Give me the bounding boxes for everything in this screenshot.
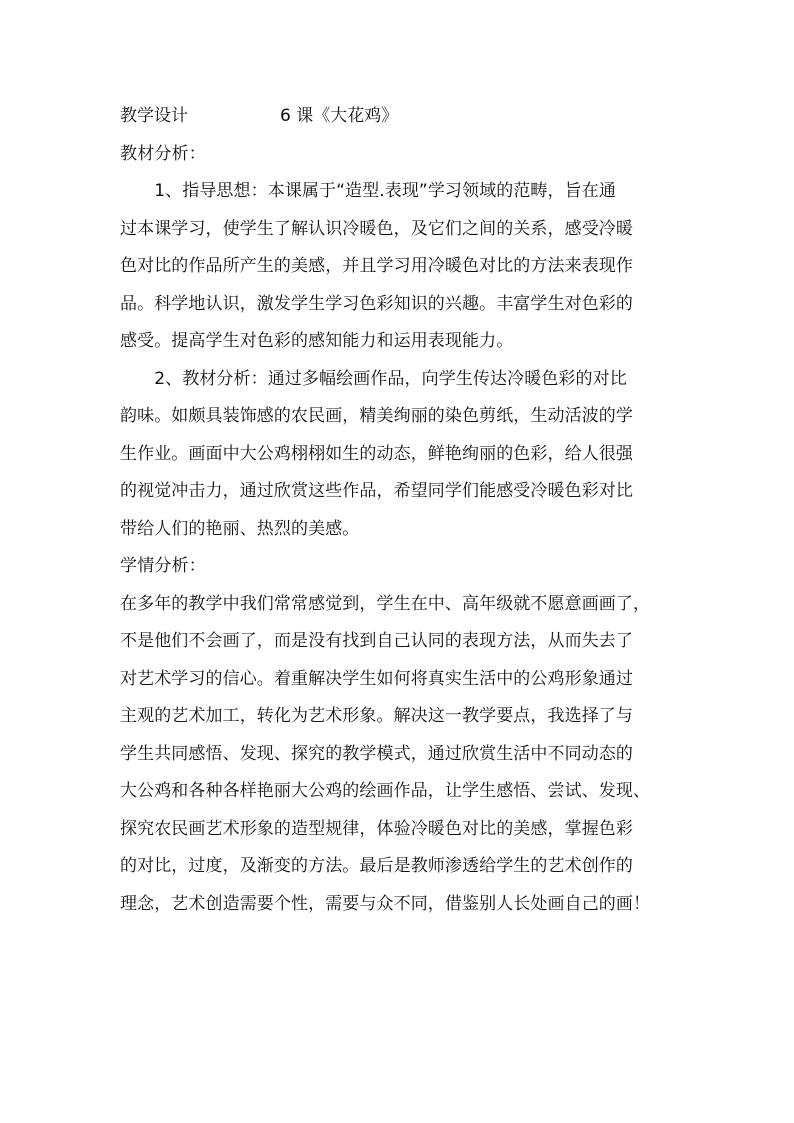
text-line: 不是他们不会画了，而是没有找到自己认同的表现方法，从而失去了 — [120, 631, 633, 651]
text-line: 带给人们的艳丽、热烈的美感。 — [120, 518, 360, 539]
text-line: 在多年的教学中我们常常感觉到，学生在中、高年级就不愿意画画了， — [120, 593, 651, 614]
lesson-title: 6 课《大花鸡》 — [280, 106, 399, 126]
text-line: 的视觉冲击力，通过欣赏这些作品，希望同学们能感受冷暖色彩对比 — [120, 481, 633, 501]
text-line: 的对比，过度，及渐变的方法。最后是教师渗透给学生的艺术创作的 — [120, 856, 633, 876]
section-heading-learner-analysis: 学情分析： — [120, 556, 206, 576]
section-heading-textbook-analysis: 教材分析： — [120, 143, 206, 164]
text-line: 探究农民画艺术形象的造型规律，体验冷暖色对比的美感，掌握色彩 — [120, 818, 633, 839]
text-line: 主观的艺术加工，转化为艺术形象。解决这一教学要点，我选择了与 — [120, 706, 633, 726]
paragraph-guiding-idea — [120, 173, 680, 361]
text-line: 对艺术学习的信心。着重解决学生如何将真实生活中的公鸡形象通过 — [120, 668, 633, 689]
text-line: 过本课学习，使学生了解认识冷暖色，及它们之间的关系，感受冷暖 — [120, 218, 633, 239]
paragraph-learner-analysis — [120, 586, 680, 924]
text-line: 生作业。画面中大公鸡栩栩如生的动态，鲜艳绚丽的色彩，给人很强 — [120, 443, 633, 464]
document-label: 教学设计 — [120, 106, 188, 126]
document-content — [120, 98, 680, 923]
text-line: 2、教材分析：通过多幅绘画作品，向学生传达冷暖色彩的对比 — [120, 368, 627, 389]
text-line: 理念，艺术创造需要个性，需要与众不同，借鉴别人长处画自己的画！ — [120, 893, 651, 914]
text-line: 色对比的作品所产生的美感，并且学习用冷暖色对比的方法来表现作 — [120, 256, 633, 276]
text-line: 学生共同感悟、发现、探究的教学模式，通过欣赏生活中不同动态的 — [120, 743, 633, 764]
text-line: 品。科学地认识，激发学生学习色彩知识的兴趣。丰富学生对色彩的 — [120, 293, 633, 314]
text-line: 1、指导思想：本课属于“造型.表现”学习领域的范畴，旨在通 — [120, 181, 616, 201]
paragraph-textbook-analysis — [120, 361, 680, 549]
text-line: 感受。提高学生对色彩的感知能力和运用表现能力。 — [120, 331, 514, 351]
text-line: 韵味。如颇具装饰感的农民画，精美绚丽的染色剪纸，生动活波的学 — [120, 406, 633, 426]
document-header — [120, 98, 680, 136]
text-line: 大公鸡和各种各样艳丽大公鸡的绘画作品，让学生感悟、尝试、发现、 — [120, 781, 651, 801]
